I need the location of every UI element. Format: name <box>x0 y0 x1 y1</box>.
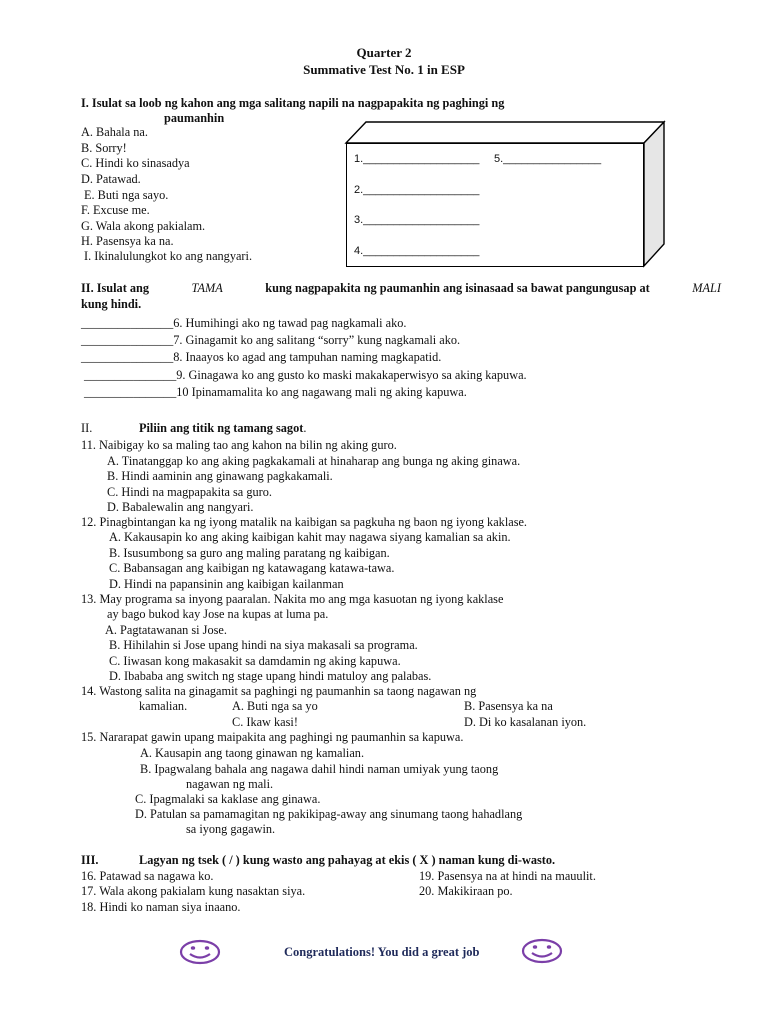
q12-c: C. Babansagan ang kaibigan ng katawagang katawa-tawa. <box>109 561 395 575</box>
answer-blank-4[interactable]: 4.___________________ <box>354 245 480 257</box>
q11-d: D. Babalewalin ang nangyari. <box>107 500 254 514</box>
option-b: B. Sorry! <box>81 141 127 155</box>
item-9: _______________9. Ginagawa ko ang gusto ko maski makakaperwisyo sa aking kapuwa. <box>84 368 527 382</box>
item-7: _______________7. Ginagamit ko ang salitang “sorry” kung nagkamali ako. <box>81 333 461 347</box>
part2-instruction-middle: kung nagpapakita ng paumanhin ang isinasaad sa bawat pangungusap at <box>262 281 653 295</box>
q14-b: B. Pasensya ka na <box>464 699 553 713</box>
part3-instruction-text: Piliin ang titik ng tamang sagot <box>139 421 304 435</box>
answer-blank-5[interactable]: 5.________________ <box>494 153 602 165</box>
q15-d-cont: sa iyong gagawin. <box>186 822 276 836</box>
q13-b: B. Hihilahin si Jose upang hindi na siya makasali sa programa. <box>109 638 418 652</box>
q12-d: D. Hindi na papansinin ang kaibigan kailanman <box>109 577 344 591</box>
test-title: Summative Test No. 1 in ESP <box>303 62 465 77</box>
q13-a: A. Pagtatawanan si Jose. <box>105 623 227 637</box>
q12-a: A. Kakausapin ko ang aking kaibigan kahit may nagawa siyang kamalian sa akin. <box>109 530 511 544</box>
q12-stem: 12. Pinagbintangan ka ng iyong matalik na kaibigan sa pagkuha ng baon ng iyong kaklase. <box>81 515 528 529</box>
part1-instruction-cont: paumanhin <box>164 111 225 125</box>
item-16: 16. Patawad sa nagawa ko. <box>81 869 214 883</box>
option-a: A. Bahala na. <box>81 125 148 139</box>
option-d: D. Patawad. <box>81 172 141 186</box>
q11-c: C. Hindi na magpapakita sa guro. <box>107 485 272 499</box>
q13-c: C. Iiwasan kong makasakit sa damdamin ng aking kapuwa. <box>109 654 401 668</box>
item-10: _______________10 Ipinamamalita ko ang nagawang mali ng aking kapuwa. <box>84 385 467 399</box>
q13-stem-cont: ay bago bukod kay Jose na kupas at luma pa. <box>107 607 329 621</box>
q15-b: B. Ipagwalang bahala ang nagawa dahil hindi naman umiyak yung taong <box>140 762 499 776</box>
part3-numeral: II. <box>81 421 93 435</box>
q13-stem: 13. May programa sa inyong paaralan. Nakita mo ang mga kasuotan ng iyong kaklase <box>81 592 504 606</box>
part4-numeral: III. <box>81 853 99 867</box>
q14-stem-cont: kamalian. <box>139 699 188 713</box>
item-19: 19. Pasensya na at hindi na mauulit. <box>419 869 596 883</box>
option-c: C. Hindi ko sinasadya <box>81 156 190 170</box>
footer-message: Congratulations! You did a great job <box>284 945 480 959</box>
option-i: I. Ikinalulungkot ko ang nangyari. <box>84 249 253 263</box>
q11-b: B. Hindi aaminin ang ginawang pagkakamali. <box>107 469 333 483</box>
item-17: 17. Wala akong pakialam kung nasaktan siya. <box>81 884 306 898</box>
q14-a: A. Buti nga sa yo <box>232 699 318 713</box>
part3-period: . <box>303 421 307 435</box>
part2-instruction-cont: kung hindi. <box>81 297 142 311</box>
q15-b-cont: nagawan ng mali. <box>186 777 274 791</box>
q15-c: C. Ipagmalaki sa kaklase ang ginawa. <box>135 792 321 806</box>
q14-stem: 14. Wastong salita na ginagamit sa paghingi ng paumanhin sa taong nagawan ng <box>81 684 477 698</box>
item-18: 18. Hindi ko naman siya inaano. <box>81 900 241 914</box>
answer-blank-2[interactable]: 2.___________________ <box>354 184 480 196</box>
part2-mali: MALI <box>692 281 721 295</box>
option-f: F. Excuse me. <box>81 203 150 217</box>
smiley-icon <box>521 938 563 964</box>
q13-d: D. Ibababa ang switch ng stage upang hindi matuloy ang palabas. <box>109 669 432 683</box>
q14-d: D. Di ko kasalanan iyon. <box>464 715 587 729</box>
part3-instruction <box>139 421 306 436</box>
q15-a: A. Kausapin ang taong ginawan ng kamalian. <box>140 746 365 760</box>
item-6: _______________6. Humihingi ako ng tawad pag nagkamali ako. <box>81 316 407 330</box>
part4-instruction: Lagyan ng tsek ( / ) kung wasto ang pahayag at ekis ( X ) naman kung di-wasto. <box>139 853 556 867</box>
q11-a: A. Tinatanggap ko ang aking pagkakamali at hinaharap ang bunga ng aking ginawa. <box>107 454 521 468</box>
part2-instruction-prefix: II. Isulat ang <box>81 281 153 295</box>
quarter-label: Quarter 2 <box>356 45 412 60</box>
part2-instruction <box>81 281 721 296</box>
q15-stem: 15. Nararapat gawin upang maipakita ang paghingi ng paumanhin sa kapuwa. <box>81 730 464 744</box>
option-g: G. Wala akong pakialam. <box>81 219 206 233</box>
item-8: _______________8. Inaayos ko agad ang tampuhan naming magkapatid. <box>81 350 442 364</box>
part2-tama: TAMA <box>191 281 223 295</box>
answer-blank-1[interactable]: 1.___________________ <box>354 153 480 165</box>
q14-c: C. Ikaw kasi! <box>232 715 298 729</box>
answer-blank-3[interactable]: 3.___________________ <box>354 214 480 226</box>
item-20: 20. Makikiraan po. <box>419 884 513 898</box>
smiley-icon <box>179 939 221 965</box>
q15-d: D. Patulan sa pamamagitan ng pakikipag-away ang sinumang taong hahadlang <box>135 807 523 821</box>
q11-stem: 11. Naibigay ko sa maling tao ang kahon na bilin ng aking guro. <box>81 438 397 452</box>
q12-b: B. Isusumbong sa guro ang maling paratang ng kaibigan. <box>109 546 390 560</box>
option-e: E. Buti nga sayo. <box>84 188 169 202</box>
option-h: H. Pasensya ka na. <box>81 234 174 248</box>
part1-instruction: I. Isulat sa loob ng kahon ang mga salitang napili na nagpapakita ng paghingi ng <box>81 96 505 110</box>
